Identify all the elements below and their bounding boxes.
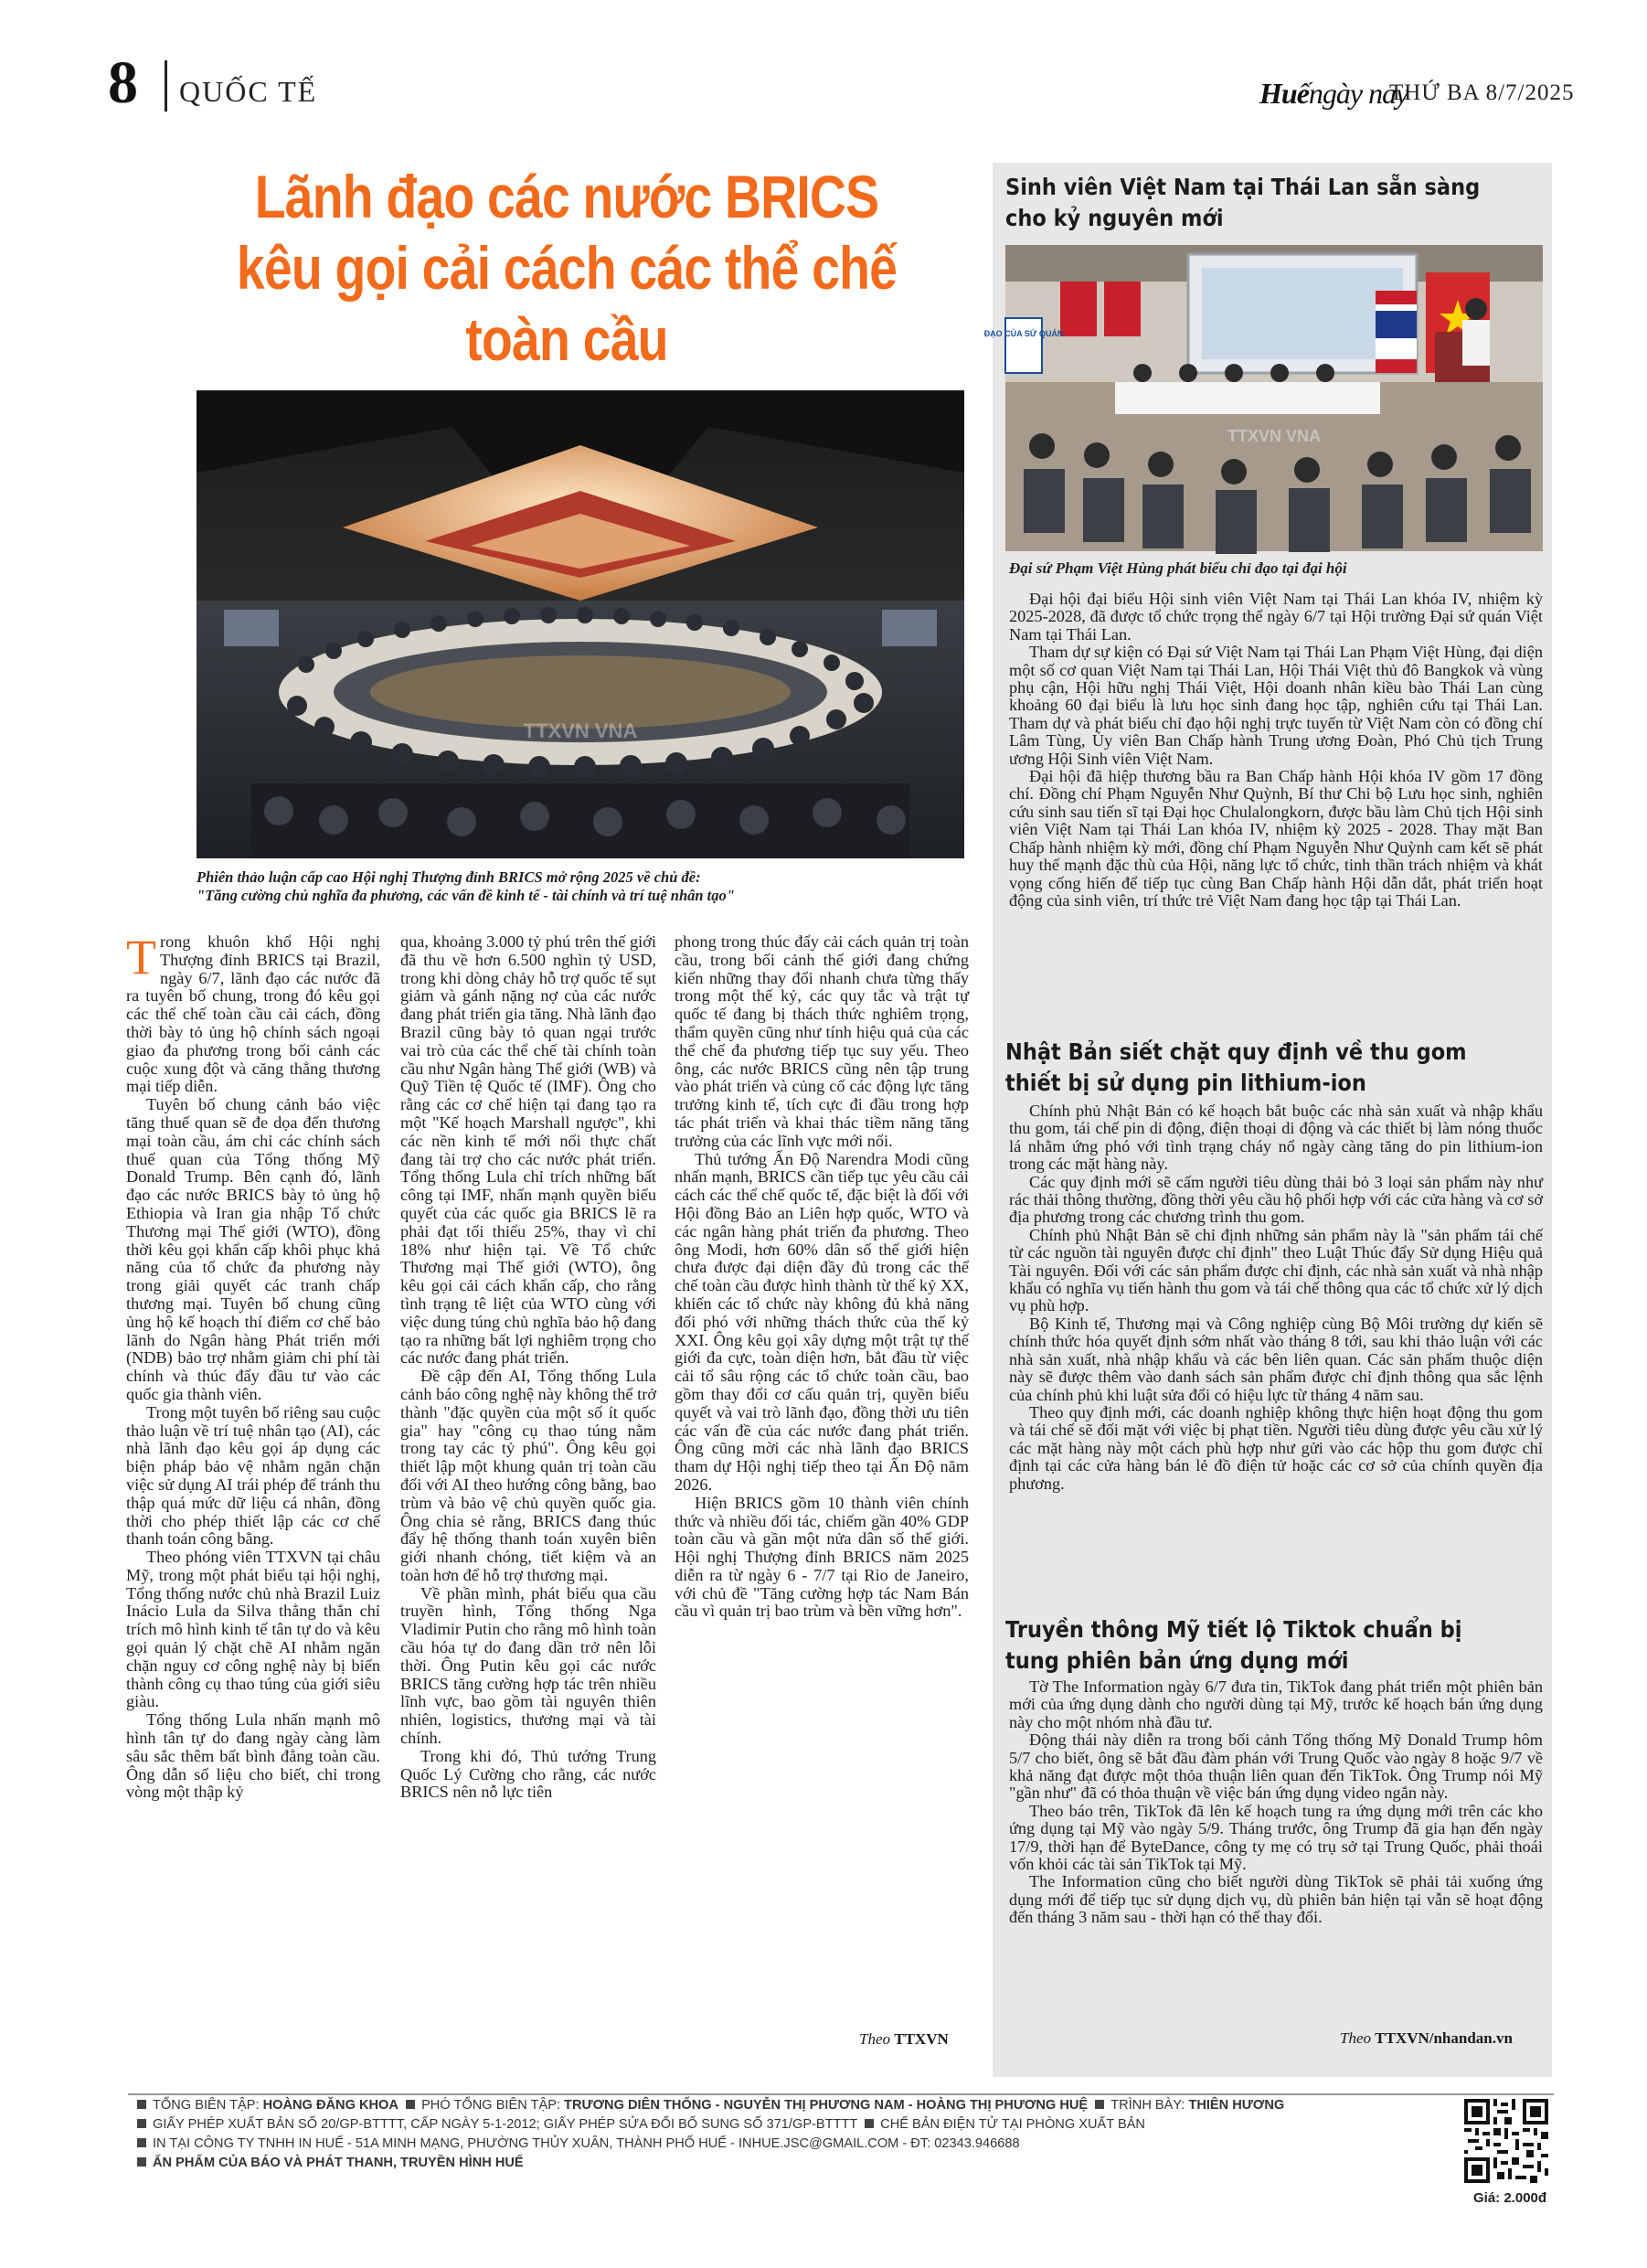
imprint: [137, 2096, 1435, 2173]
section-name: QUỐC TẾ: [179, 75, 318, 108]
paragraph: Đại hội đại biểu Hội sinh viên Việt Nam tại Thái Lan khóa IV, nhiệm kỳ 2025-2028, đã được tổ chức trọng thể ngày 6/7 tại Hội trường Đại sứ quán Việt Nam tại Thái Lan.: [1009, 590, 1543, 644]
photo-sign-text: ĐẠO CỦA SỨ QUÁN: [983, 329, 1064, 338]
header-divider: [165, 60, 167, 112]
main-byline: Theo TTXVN: [859, 2030, 949, 2048]
issue-date: THỨ BA 8/7/2025: [1389, 80, 1575, 105]
sidebar-byline: Theo TTXVN/nhandan.vn: [1340, 2029, 1513, 2047]
sidebar-story-2-body: [1009, 1102, 1543, 1493]
paragraph: Theo quy định mới, các doanh nghiệp không thực hiện hoạt động thu gom và tái chế sẽ đối mặt với việc bị phạt tiền. Người tiêu dùng được yêu cầu xử lý các mặt hàng này một cách phù hợp như gửi vào các hộp thu gom được chỉ định tại các cửa hàng bán lẻ đồ điện tử hoặc các cơ sở của chính quyền địa phương.: [1009, 1402, 1543, 1493]
paragraph: Trong khuôn khổ Hội nghị Thượng đỉnh BRICS tại Brazil, ngày 6/7, lãnh đạo các nước đã ra tuyên bố chung, trong đó kêu gọi các thể chế toàn cầu cải cách, đồng thời bày tỏ ủng hộ chính sách ngoại giao đa phương trong bối cảnh các cuộc xung đột và căng thẳng thương mại tiếp diễn.: [126, 930, 380, 1096]
paragraph: Tham dự sự kiện có Đại sứ Việt Nam tại Thái Lan Phạm Việt Hùng, đại diện một số cơ quan Việt Nam tại Thái Lan, Hội Thái Việt thủ đô Bangkok và vùng phụ cận, Hội hữu nghị Thái Việt, Hội doanh nhân kiều bào Thái Lan cùng khoảng 60 đại biểu là lưu học sinh đang học tập, nghiên cứu tại Thái Lan. Tham dự và phát biểu chỉ đạo hội nghị trực tuyến từ Việt Nam còn có đồng chí Lâm Tùng, Ủy viên Ban Chấp hành Trung ương Đoàn, Phó Chủ tịch Trung ương Hội Sinh viên Việt Nam.: [1009, 643, 1543, 768]
paragraph: Đề cập đến AI, Tổng thống Lula cảnh báo công nghệ này không thể trở thành "đặc quyền của một số ít quốc gia" hay "công cụ thao túng nằm trong tay các tỷ phú". Ông kêu gọi thiết lập một khung quản trị toàn cầu đối với AI theo hướng công bằng, bao trùm và bảo vệ chủ quyền quốc gia. Ông chia sẻ rằng, BRICS đang thúc đẩy hệ thống thanh toán xuyên biên giới nhanh chóng, tiết kiệm và an toàn hơn để hỗ trợ thương mại.: [400, 1367, 656, 1584]
main-photo-caption: [197, 868, 983, 905]
article-column-2: [400, 933, 656, 1802]
bullet-square-icon: [137, 2100, 146, 2109]
bullet-square-icon: [137, 2157, 146, 2167]
paragraph: qua, khoảng 3.000 tỷ phú trên thế giới đã thu về hơn 6.500 nghìn tỷ USD, trong khi dòng chảy hỗ trợ quốc tế sụt giảm và gánh nặng nợ của các nước đang phát triển gia tăng. Nhà lãnh đạo Brazil cũng bày tỏ quan ngại trước vai trò của các thể chế tài chính toàn cầu như Ngân hàng Thế giới (WB) và Quỹ Tiền tệ Quốc tế (IMF). Ông cho rằng các cơ chế hiện tại đang tạo ra một "Kế hoạch Marshall ngược", khi các nền kinh tế mới nổi thực chất đang tài trợ cho các nước phát triển. Tổng thống Lula chỉ trích những bất công tại IMF, nhấn mạnh quyền biểu quyết của các quốc gia BRICS lẽ ra phải đạt tối thiểu 25%, thay vì chỉ 18% như hiện tại. Về Tổ chức Thương mại Thế giới (WTO), ông kêu gọi cải cách khẩn cấp, cho rằng tình trạng tê liệt của WTO cùng với việc dung túng chủ nghĩa bảo hộ đang tạo ra những bất lợi nghiêm trọng cho các nước đang phát triển.: [400, 932, 656, 1368]
main-photo: [197, 390, 964, 858]
paragraph: Trong một tuyên bố riêng sau cuộc thảo luận về trí tuệ nhân tạo (AI), các nhà lãnh đạo kêu gọi áp dụng các biện pháp bảo vệ nhằm ngăn chặn việc sử dụng AI trái phép để tránh thu thập quá mức dữ liệu cá nhân, đồng thời cho phép thiết lập các cơ chế thanh toán công bằng.: [126, 1402, 380, 1549]
sidebar-photo-caption: Đại sứ Phạm Việt Hùng phát biểu chỉ đạo tại đại hội: [1009, 559, 1347, 577]
paragraph: Bộ Kinh tế, Thương mại và Công nghiệp cùng Bộ Môi trường dự kiến sẽ chính thức hóa quyết định sớm nhất vào tháng 8 tới, sau khi thảo luận với các nhà sản xuất, nhà nhập khẩu và các bên liên quan. Các sản phẩm thuộc diện này sẽ được thêm vào danh sách sản phẩm được chỉ định thông qua sắc lệnh của chính phủ khi luật sửa đổi có hiệu lực từ tháng 4 năm sau.: [1009, 1314, 1543, 1404]
bullet-square-icon: [1095, 2100, 1104, 2109]
bullet-square-icon: [865, 2119, 874, 2128]
bullet-square-icon: [137, 2138, 146, 2147]
page-number: 8: [108, 49, 138, 116]
photo-watermark: TTXVN VNA: [1227, 427, 1322, 445]
bullet-square-icon: [137, 2119, 146, 2128]
qr-code-icon: [1464, 2099, 1548, 2183]
paragraph: Theo phóng viên TTXVN tại châu Mỹ, trong một phát biểu tại hội nghị, Tổng thống nước chủ nhà Brazil Luiz Inácio Lula da Silva thẳng thắn chỉ trích mô hình kinh tế tân tự do và kêu gọi quản lý chặt chẽ AI nhằm ngăn chặn nguy cơ công nghệ này bị biến thành công cụ thao túng của giới siêu giàu.: [126, 1548, 380, 1711]
imprint-line-4: ẤN PHẨM CỦA BÁO VÀ PHÁT THANH, TRUYỀN HÌNH HUẾ: [137, 2154, 1435, 2173]
imprint-line-2: GIẤY PHÉP XUẤT BẢN SỐ 20/GP-BTTTT, CẤP NGÀY 5-1-2012; GIẤY PHÉP SỬA ĐỔI BỔ SUNG SỐ 371/GP-BTTTT CHẾ BẢN ĐIỆN TỬ TẠI PHÒNG XUẤT BẢN: [137, 2115, 1435, 2135]
paragraph: Theo báo trên, TikTok đã lên kế hoạch tung ra ứng dụng mới trên các kho ứng dụng tại Mỹ vào ngày 5/9. Tháng trước, ông Trump đã gia hạn đến ngày 17/9, thời hạn để ByteDance, công ty mẹ có trụ sở tại Trung Quốc, phải thoái vốn khỏi các tài sản TikTok tại Mỹ.: [1009, 1801, 1543, 1874]
paragraph: Tuyên bố chung cảnh báo việc tăng thuế quan sẽ đe dọa đến thương mại toàn cầu, ám chỉ các chính sách thuế quan của Tổng thống Mỹ Donald Trump. Bên cạnh đó, lãnh đạo các nước BRICS bày tỏ ủng hộ Ethiopia và Iran gia nhập Tổ chức Thương mại Thế giới (WTO), đồng thời kêu gọi khẩn cấp khôi phục khả năng của tổ chức đa phương này trong giải quyết các tranh chấp thương mại. Tuyên bố chung cũng ủng hộ kế hoạch thí điểm cơ chế bảo lãnh do Ngân hàng Phát triển mới (NDB) bảo trợ nhằm giảm chi phí tài chính và thúc đẩy đầu tư vào các quốc gia thành viên.: [126, 1095, 380, 1403]
caption-line-1: Phiên thảo luận cấp cao Hội nghị Thượng đỉnh BRICS mở rộng 2025 về chủ đề:: [197, 868, 701, 886]
bullet-square-icon: [406, 2100, 415, 2109]
paragraph: Tờ The Information ngày 6/7 đưa tin, TikTok đang phát triển một phiên bản mới của ứng dụng dành cho người dùng tại Mỹ, trước kế hoạch bán ứng dụng này cho một nhóm nhà đầu tư.: [1009, 1677, 1543, 1731]
sidebar-story-1-title: Sinh viên Việt Nam tại Thái Lan sẵn sàng cho kỷ nguyên mới: [1005, 174, 1481, 231]
summit-hall-image: [197, 390, 964, 858]
paragraph: Về phần mình, phát biểu qua cầu truyền hình, Tổng thống Nga Vladimir Putin cho rằng mô hình toàn cầu hóa tự do đang dần trở nên lỗi thời. Ông Putin kêu gọi các nước BRICS tăng cường hợp tác trên nhiều lĩnh vực, bao gồm tài nguyên thiên nhiên, logistics, thương mại và tài chính.: [400, 1583, 656, 1748]
paragraph: Thủ tướng Ấn Độ Narendra Modi cũng nhấn mạnh, BRICS cần tiếp tục yêu cầu cải cách các thể chế quốc tế, đặc biệt là đối với Hội đồng Bảo an Liên hợp quốc, WTO và các ngân hàng phát triển đa phương. Theo ông Modi, hơn 60% dân số thế giới hiện chưa được đại diện đầy đủ trong các thể chế toàn cầu được hình thành từ thế kỷ XX, khiến các tổ chức này không đủ khả năng đối phó với những thách thức của thế kỷ XXI. Ông kêu gọi xây dựng một trật tự thế giới đa cực, toàn diện hơn, bắt đầu từ việc cải tổ sâu rộng các tổ chức toàn cầu, bao gồm thay đổi cơ cấu quản trị, quyền biểu quyết và vai trò lãnh đạo, đồng thời ưu tiên các vấn đề của các nước đang phát triển. Ông cũng mời các nhà lãnh đạo BRICS tham dự Hội nghị tiếp theo tại Ấn Độ năm 2026.: [675, 1149, 969, 1494]
paragraph: phong trong thúc đẩy cải cách quản trị toàn cầu, trong bối cảnh thế giới đang chứng kiến những thay đổi nhanh chưa từng thấy trong một thế kỷ, các quy tắc và trật tự quốc tế đang bị thách thức nghiêm trọng, thẩm quyền cũng như tính hiệu quả của các thể chế đa phương tiếp tục suy yếu. Theo ông, các nước BRICS cũng nên tập trung vào phát triển và củng cố các động lực tăng trưởng kinh tế, tích cực đi đầu trong hợp tác phát triển và khai thác tiềm năng tăng trưởng của các lĩnh vực mới nổi.: [675, 932, 969, 1150]
price-label: Giá: 2.000đ: [1473, 2190, 1547, 2206]
sidebar-story-2-title: Nhật Bản siết chặt quy định về thu gom thiết bị sử dụng pin lithium-ion: [1005, 1038, 1467, 1096]
headline-line-2: kêu gọi cải cách các thể chế toàn cầu: [236, 234, 898, 373]
sidebar-photo: [983, 245, 1543, 551]
paragraph: Các quy định mới sẽ cấm người tiêu dùng thải bỏ 3 loại sản phẩm này như rác thải thông thường, đồng thời yêu cầu hộ phối hợp với các cửa hàng và cơ sở địa phương trong các chương trình thu gom.: [1009, 1172, 1543, 1227]
article-column-1: [126, 930, 380, 1802]
masthead-hue: Huế: [1259, 77, 1309, 110]
masthead-ngaynay: ngày nay: [1308, 77, 1408, 110]
imprint-line-3: IN TẠI CÔNG TY TNHH IN HUẾ - 51A MINH MẠNG, PHƯỜNG THỦY XUÂN, THÀNH PHỐ HUẾ - INHUE.JSC@GMAIL.COM - ĐT: 02343.946688: [137, 2135, 1435, 2154]
photo-watermark: TTXVN VNA: [523, 719, 638, 742]
drop-cap: T: [126, 930, 156, 985]
imprint-line-1: TỔNG BIÊN TẬP: HOÀNG ĐĂNG KHOA PHÓ TỔNG BIÊN TẬP: TRƯƠNG DIÊN THỐNG - NGUYỄN THỊ PHƯƠNG NAM - HOÀNG THỊ PHƯƠNG HUỆ TRÌNH BÀY: THIÊN HƯƠNG: [137, 2096, 1435, 2115]
embassy-meeting-image: [983, 245, 1543, 551]
sidebar-story-3-title: Truyền thông Mỹ tiết lộ Tiktok chuẩn bị tung phiên bản ứng dụng mới: [1005, 1616, 1462, 1674]
headline-line-1: Lãnh đạo các nước BRICS: [254, 163, 879, 230]
paragraph: Chính phủ Nhật Bản có kế hoạch bắt buộc các nhà sản xuất và nhập khẩu thu gom, tái chế pin di động, điện thoại di động và các thiết bị làm nóng thuốc lá nhằm ứng phó với tình trạng cháy nổ ngày càng tăng do pin lithium-ion trong các mặt hàng này.: [1009, 1102, 1543, 1174]
paragraph: The Information cũng cho biết người dùng TikTok sẽ phải tải xuống ứng dụng mới để tiếp tục sử dụng dịch vụ, dù phiên bản hiện tại vẫn sẽ hoạt động đến tháng 3 năm sau - thời hạn có thể thay đổi.: [1009, 1872, 1543, 1927]
paragraph: Đại hội đã hiệp thương bầu ra Ban Chấp hành Hội khóa IV gồm 17 đồng chí. Đồng chí Phạm Nguyễn Như Quỳnh, Bí thư Chi bộ Lưu học sinh, nghiên cứu sinh sau tiến sĩ tại Đại học Chulalongkorn, được bầu làm Chủ tịch Hội sinh viên Việt Nam tại Thái Lan khóa IV, nhiệm kỳ 2025 - 2028. Thay mặt Ban Chấp hành nhiệm kỳ mới, đồng chí Phạm Nguyễn Như Quỳnh cam kết sẽ phát huy thế mạnh đặc thù của Hội, năng lực tổ chức, tinh thần trách nhiệm và khát vọng cống hiến để tiếp tục cùng Ban Chấp hành Hội dẫn dắt, phát triển hoạt động của sinh viên, trí thức trẻ Việt Nam đang học tập tại Thái Lan.: [1009, 767, 1543, 910]
paragraph: Trong khi đó, Thủ tướng Trung Quốc Lý Cường cho rằng, các nước BRICS nên nỗ lực tiên: [400, 1746, 656, 1802]
paragraph: Tổng thống Lula nhấn mạnh mô hình tân tự do đang ngày càng làm sâu sắc thêm bất bình đẳng toàn cầu. Ông dẫn số liệu cho biết, chỉ trong vòng một thập kỷ: [126, 1710, 380, 1802]
main-headline: [206, 161, 928, 375]
paragraph: Hiện BRICS gồm 10 thành viên chính thức và nhiều đối tác, chiếm gần 40% GDP toàn cầu và gần một nửa dân số thế giới. Hội nghị Thượng đỉnh BRICS năm 2025 diễn ra từ ngày 6 - 7/7 tại Rio de Janeiro, với chủ đề "Tăng cường hợp tác Nam Bán cầu vì quản trị bao trùm và bền vững hơn".: [675, 1493, 969, 1621]
caption-line-2: "Tăng cường chủ nghĩa đa phương, các vấn đề kinh tế - tài chính và trí tuệ nhân tạo": [197, 887, 735, 904]
paragraph: Chính phủ Nhật Bản sẽ chỉ định những sản phẩm này là "sản phẩm tái chế từ các nguồn tài nguyên được chỉ định" theo Luật Thúc đẩy Sử dụng Hiệu quả Tài nguyên. Đối với các sản phẩm được chỉ định, các nhà sản xuất và nhà nhập khẩu có nghĩa vụ tiến hành thu gom và tái chế thông qua các tổ chức xử lý dịch vụ phù hợp.: [1009, 1225, 1543, 1315]
sidebar-story-1-body: [1009, 591, 1543, 910]
article-column-3: [675, 933, 969, 1621]
masthead-logo: [1259, 77, 1408, 111]
paragraph: Động thái này diễn ra trong bối cảnh Tổng thống Mỹ Donald Trump hôm 5/7 cho biết, ông sẽ bắt đầu đàm phán với Trung Quốc vào ngày 8 hoặc 9/7 về khả năng đạt được một thỏa thuận liên quan đến TikTok. Ông Trump nói Mỹ "gần như" đã có thỏa thuận về việc bán ứng dụng video ngắn này.: [1009, 1730, 1543, 1803]
sidebar-story-3-body: [1009, 1678, 1543, 1927]
